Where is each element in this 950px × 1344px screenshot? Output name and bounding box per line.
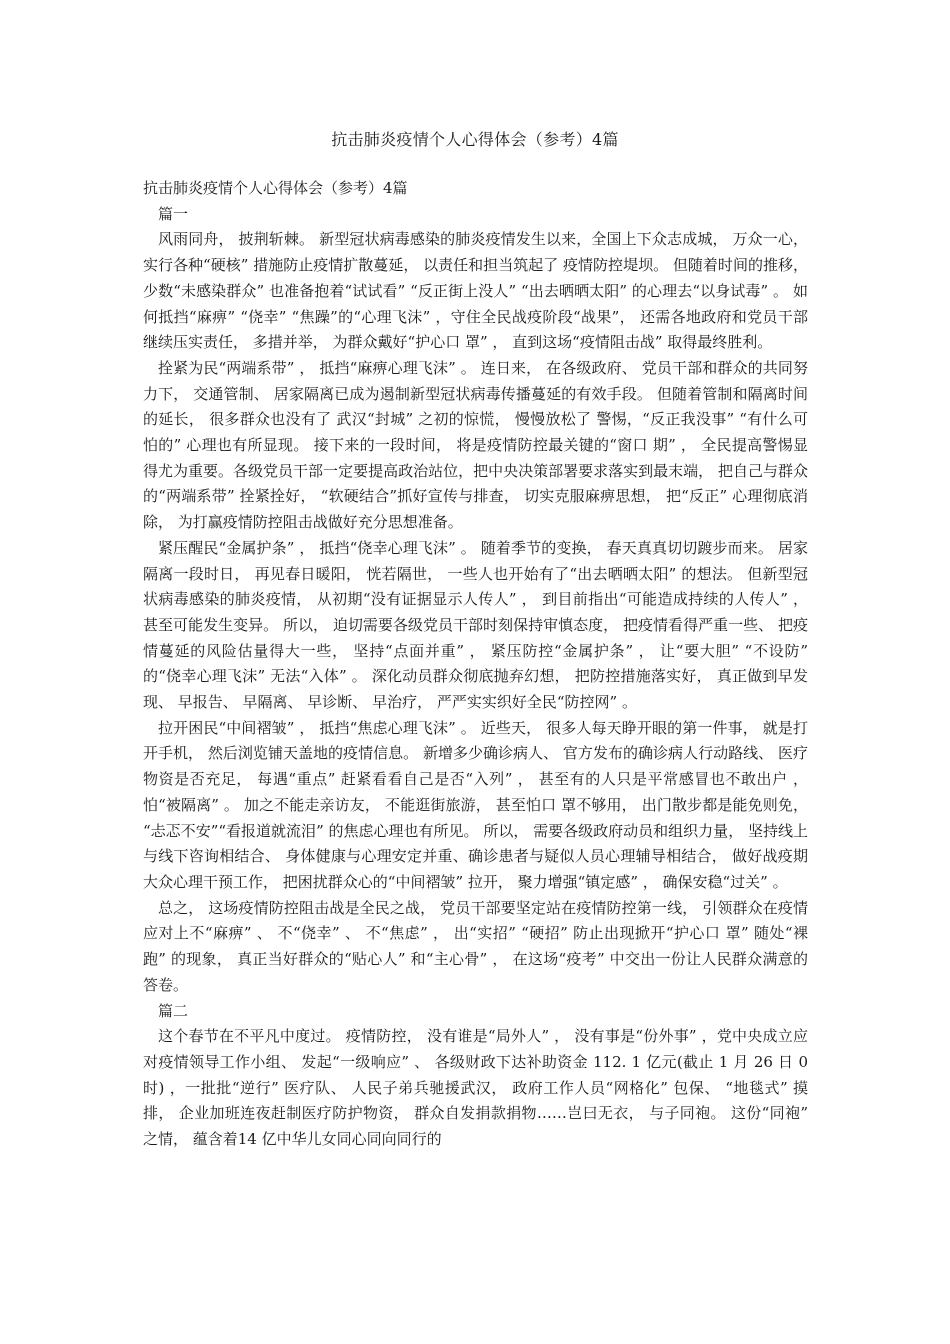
paragraph: 这个春节在不平凡中度过。 疫情防控， 没有谁是“局外人” ， 没有事是“份外事” ，党中央成立应对疫情领导工作小组、 发起“一级响应” 、 各级财政下达补助资金 112. 1 亿元(截止 1 月 26 日 0 时) ，一批批“逆行” 医疗队、 人民子弟兵驰援武汉， 政府工作人员“网格化” 包保、 “地毯式” 摸排， 企业加班连夜赶制医疗防护物资， 群众自发捐款捐物……岂曰无衣， 与子同袍。 这份“同袍” 之情， 蕴含着14 亿中华儿女同心同向同行的	[143, 1027, 808, 1149]
paragraph: 总之， 这场疫情防控阻击战是全民之战， 党员干部要坚定站在疫情防控第一线， 引领群众在疫情应对上不“麻痹” 、 不“侥幸” 、 不“焦虑” ， 出“实招” “硬招” 防止出现掀开“护心口 罩” 随处“裸跑” 的现象， 真正当好群众的“贴心人” 和“主心骨” ， 在这场“疫考” 中交出一份让人民群众满意的答卷。	[143, 898, 808, 994]
section-label-1: 篇一	[158, 204, 189, 223]
section-label-2: 篇二	[158, 1001, 189, 1020]
paragraph: 拉开困民“中间褶皱” ， 抵挡“焦虑心理飞沫” 。 近些天， 很多人每天睁开眼的第一件事， 就是打开手机， 然后浏览铺天盖地的疫情信息。 新增多少确诊病人、 官方发布的确诊病人行动路线、 医疗物资是否充足， 每遇“重点” 赶紧看看自己是否“入列” ， 甚至有的人只是平常感冒也不敢出户 ， 怕“被隔离” 。 加之不能走亲访友， 不能逛街旅游， 甚至怕口 罩不够用， 出门散步都是能免则免， “忐忑不安”“看报道就流泪” 的焦虑心理也有所见。 所以， 需要各级政府动员和组织力量， 坚持线上与线下咨询相结合、 身体健康与心理安定并重、确诊患者与疑似人员心理辅导相结合， 做好战疫期大众心理干预工作， 把困扰群众心的“中间褶皱” 拉开， 聚力增强“镇定感” ， 确保安稳“过关” 。	[143, 718, 808, 891]
paragraph: 拴紧为民“两端系带” ， 抵挡“麻痹心理飞沫” 。 连日来， 在各级政府、 党员干部和群众的共同努力下， 交通管制、 居家隔离已成为遏制新型冠状病毒传播蔓延的有效手段。 但随着管制和隔离时间的延长， 很多群众也没有了 武汉“封城” 之初的惊慌， 慢慢放松了 警惕，“反正我没事” “有什么可怕的” 心理也有所显现。 接下来的一段时间， 将是疫情防控最关键的“窗口 期” ， 全民提高警惕显得尤为重要。各级党员干部一定要提高政治站位，把中央决策部署要求落实到最末端， 把自己与群众的“两端系带” 拴紧拴好， “软硬结合”抓好宣传与排查， 切实克服麻痹思想， 把“反正” 心理彻底消除， 为打赢疫情防控阻击战做好充分思想准备。	[143, 358, 808, 532]
paragraph: 风雨同舟， 披荆斩棘。 新型冠状病毒感染的肺炎疫情发生以来，全国上下众志成城， 万众一心， 实行各种“硬核” 措施防止疫情扩散蔓延， 以责任和担当筑起了 疫情防控堤坝。 但随着时间的推移， 少数“未感染群众” 也准备抱着“试试看” “反正街上没人” “出去晒晒太阳” 的心理去“以身试毒” 。 如何抵挡“麻痹” “侥幸” “焦躁”的“心理飞沫” ，守住全民战疫阶段“战果”， 还需各地政府和党员干部继续压实责任， 多措并举， 为群众戴好“护心口 罩” ， 直到这场“疫情阻击战” 取得最终胜利。	[143, 230, 808, 352]
paragraph: 紧压醒民“金属护条” ， 抵挡“侥幸心理飞沫” 。 随着季节的变换， 春天真真切切踱步而来。 居家隔离一段时日， 再见春日暖阳， 恍若隔世， 一些人也开始有了“出去晒晒太阳” 的想法。 但新型冠状病毒感染的肺炎疫情， 从初期“没有证据显示人传人” ， 到目前指出“可能造成持续的人传人” ， 甚至可能发生变异。 所以， 迫切需要各级党员干部时刻保持审慎态度， 把疫情看得严重一些、 把疫情蔓延的风险估量得大一些， 坚持“点面并重” ， 紧压防控“金属护条” ， 让“要大胆” “不设防” 的“侥幸心理飞沫” 无法“入体” 。 深化动员群众彻底抛弃幻想， 把防控措施落实好， 真正做到早发现、 早报告、 早隔离、 早诊断、 早治疗， 严严实实织好全民“防控网” 。	[143, 538, 808, 712]
document-title: 抗击肺炎疫情个人心得体会（参考）4篇	[331, 130, 619, 149]
document-body	[143, 176, 808, 1153]
document-subtitle: 抗击肺炎疫情个人心得体会（参考）4篇	[143, 179, 408, 197]
